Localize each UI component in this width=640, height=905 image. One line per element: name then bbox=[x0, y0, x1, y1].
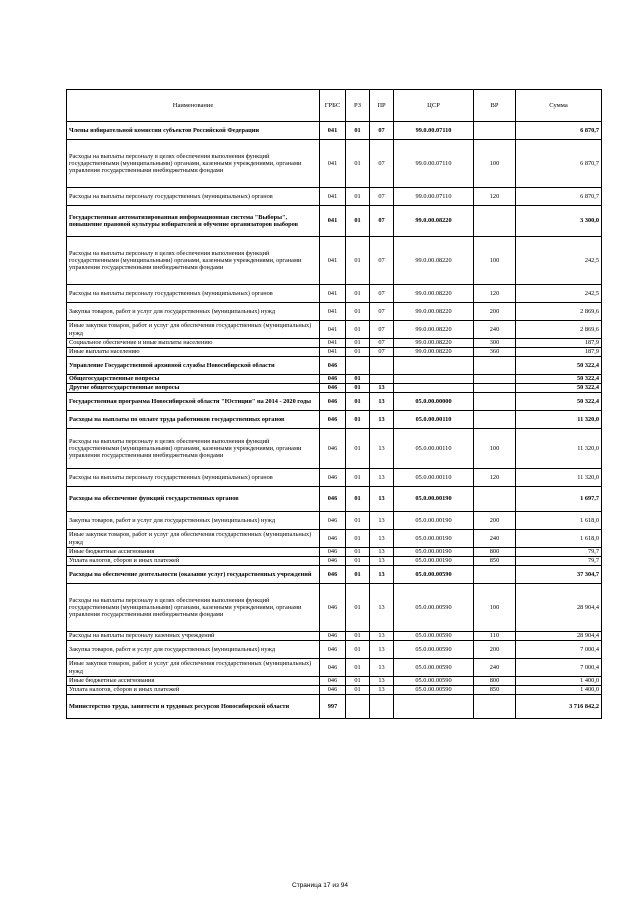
cell-vr bbox=[474, 695, 516, 719]
cell-vr bbox=[474, 206, 516, 237]
cell-csr: 05.0.00.00590 bbox=[394, 677, 474, 686]
cell-rz: 01 bbox=[346, 285, 370, 303]
cell-csr: 99.0.00.07110 bbox=[394, 188, 474, 206]
cell-csr: 99.0.00.07110 bbox=[394, 122, 474, 140]
cell-sum: 7 000,4 bbox=[516, 641, 602, 659]
cell-pr: 07 bbox=[370, 303, 394, 321]
cell-grbs: 046 bbox=[320, 632, 346, 641]
cell-vr: 360 bbox=[474, 348, 516, 357]
cell-vr: 300 bbox=[474, 339, 516, 348]
cell-pr: 13 bbox=[370, 512, 394, 530]
cell-vr: 120 bbox=[474, 188, 516, 206]
cell-grbs: 041 bbox=[320, 285, 346, 303]
cell-sum: 7 000,4 bbox=[516, 659, 602, 677]
cell-grbs: 041 bbox=[320, 206, 346, 237]
cell-vr: 200 bbox=[474, 641, 516, 659]
cell-sum: 79,7 bbox=[516, 557, 602, 566]
cell-grbs: 997 bbox=[320, 695, 346, 719]
cell-pr: 13 bbox=[370, 686, 394, 695]
cell-pr: 13 bbox=[370, 641, 394, 659]
cell-rz: 01 bbox=[346, 339, 370, 348]
cell-pr: 07 bbox=[370, 321, 394, 339]
cell-sum: 1 618,0 bbox=[516, 512, 602, 530]
table-row bbox=[67, 659, 602, 677]
cell-name: Государственная программа Новосибирской области "Юстиция" на 2014 - 2020 годы bbox=[67, 393, 320, 411]
cell-rz: 01 bbox=[346, 677, 370, 686]
cell-csr: 05.0.00.00190 bbox=[394, 487, 474, 512]
cell-pr: 07 bbox=[370, 285, 394, 303]
table-row bbox=[67, 206, 602, 237]
cell-grbs: 046 bbox=[320, 512, 346, 530]
cell-csr bbox=[394, 695, 474, 719]
cell-grbs: 046 bbox=[320, 469, 346, 487]
cell-grbs: 046 bbox=[320, 557, 346, 566]
cell-vr bbox=[474, 357, 516, 375]
cell-vr: 120 bbox=[474, 285, 516, 303]
cell-name: Закупка товаров, работ и услуг для государственных (муниципальных) нужд bbox=[67, 641, 320, 659]
table-row bbox=[67, 557, 602, 566]
cell-name: Расходы на выплаты персоналу государственных (муниципальных) органов bbox=[67, 469, 320, 487]
cell-name: Министерство труда, занятости и трудовых ресурсов Новосибирской области bbox=[67, 695, 320, 719]
cell-grbs: 046 bbox=[320, 659, 346, 677]
page-footer: Страница 17 из 94 bbox=[292, 882, 348, 889]
cell-grbs: 046 bbox=[320, 411, 346, 429]
cell-pr: 07 bbox=[370, 140, 394, 188]
cell-rz: 01 bbox=[346, 122, 370, 140]
cell-pr: 13 bbox=[370, 384, 394, 393]
cell-rz: 01 bbox=[346, 206, 370, 237]
table-row bbox=[67, 695, 602, 719]
cell-sum: 11 320,0 bbox=[516, 429, 602, 469]
table-row bbox=[67, 429, 602, 469]
cell-csr: 99.0.00.08220 bbox=[394, 285, 474, 303]
cell-vr bbox=[474, 487, 516, 512]
cell-csr: 99.0.00.08220 bbox=[394, 237, 474, 285]
cell-vr: 200 bbox=[474, 512, 516, 530]
cell-sum: 50 322,4 bbox=[516, 357, 602, 375]
table-body bbox=[67, 122, 602, 719]
cell-pr: 07 bbox=[370, 237, 394, 285]
table-row bbox=[67, 487, 602, 512]
table-row bbox=[67, 469, 602, 487]
cell-csr: 05.0.00.00190 bbox=[394, 557, 474, 566]
cell-vr bbox=[474, 566, 516, 584]
cell-csr: 05.0.00.00110 bbox=[394, 411, 474, 429]
cell-grbs: 046 bbox=[320, 584, 346, 632]
cell-vr bbox=[474, 375, 516, 384]
col-header-pr: ПР bbox=[370, 90, 394, 122]
cell-pr: 13 bbox=[370, 557, 394, 566]
cell-pr bbox=[370, 357, 394, 375]
cell-csr: 99.0.00.08220 bbox=[394, 348, 474, 357]
cell-sum: 50 322,4 bbox=[516, 384, 602, 393]
cell-pr: 13 bbox=[370, 548, 394, 557]
cell-sum: 3 300,0 bbox=[516, 206, 602, 237]
cell-csr bbox=[394, 384, 474, 393]
cell-sum: 1 400,0 bbox=[516, 677, 602, 686]
cell-csr: 05.0.00.00590 bbox=[394, 584, 474, 632]
table-row bbox=[67, 375, 602, 384]
cell-pr: 13 bbox=[370, 411, 394, 429]
cell-pr: 13 bbox=[370, 659, 394, 677]
cell-grbs: 046 bbox=[320, 566, 346, 584]
table-header-row bbox=[67, 90, 602, 122]
cell-name: Расходы на выплаты персоналу в целях обеспечения выполнения функций государственными (муниципальными) органами, казенными учреждениями, органами управления государственными внебюджетными фондами bbox=[67, 140, 320, 188]
table-row bbox=[67, 512, 602, 530]
cell-pr bbox=[370, 695, 394, 719]
cell-name: Расходы на выплаты персоналу в целях обеспечения выполнения функций государственными (муниципальными) органами, казенными учреждениями, органами управления государственными внебюджетными фондами bbox=[67, 237, 320, 285]
cell-grbs: 046 bbox=[320, 429, 346, 469]
cell-name: Расходы на выплаты персоналу государственных (муниципальных) органов bbox=[67, 285, 320, 303]
cell-rz: 01 bbox=[346, 303, 370, 321]
cell-rz: 01 bbox=[346, 393, 370, 411]
cell-vr: 110 bbox=[474, 632, 516, 641]
cell-rz: 01 bbox=[346, 375, 370, 384]
cell-rz: 01 bbox=[346, 641, 370, 659]
cell-grbs: 046 bbox=[320, 548, 346, 557]
cell-csr: 05.0.00.00590 bbox=[394, 641, 474, 659]
table-row bbox=[67, 321, 602, 339]
cell-rz: 01 bbox=[346, 469, 370, 487]
cell-vr: 100 bbox=[474, 429, 516, 469]
cell-pr: 07 bbox=[370, 348, 394, 357]
cell-pr: 13 bbox=[370, 429, 394, 469]
cell-rz: 01 bbox=[346, 384, 370, 393]
cell-sum: 1 618,0 bbox=[516, 530, 602, 548]
cell-sum: 2 869,6 bbox=[516, 321, 602, 339]
cell-csr: 99.0.00.08220 bbox=[394, 303, 474, 321]
table-row bbox=[67, 188, 602, 206]
table-row bbox=[67, 140, 602, 188]
cell-vr: 240 bbox=[474, 530, 516, 548]
table-row bbox=[67, 584, 602, 632]
cell-name: Другие общегосударственные вопросы bbox=[67, 384, 320, 393]
table-row bbox=[67, 285, 602, 303]
cell-grbs: 041 bbox=[320, 188, 346, 206]
cell-csr: 05.0.00.00190 bbox=[394, 512, 474, 530]
cell-name: Расходы на выплаты персоналу в целях обеспечения выполнения функций государственными (муниципальными) органами, казенными учреждениями, органами управления государственными внебюджетными фондами bbox=[67, 584, 320, 632]
cell-csr: 99.0.00.08220 bbox=[394, 339, 474, 348]
table-row bbox=[67, 348, 602, 357]
cell-pr: 13 bbox=[370, 584, 394, 632]
cell-sum: 6 870,7 bbox=[516, 188, 602, 206]
cell-pr: 07 bbox=[370, 339, 394, 348]
cell-grbs: 041 bbox=[320, 122, 346, 140]
cell-pr: 13 bbox=[370, 393, 394, 411]
table-row bbox=[67, 530, 602, 548]
cell-vr: 800 bbox=[474, 677, 516, 686]
cell-rz: 01 bbox=[346, 530, 370, 548]
cell-vr: 240 bbox=[474, 321, 516, 339]
cell-name: Расходы на выплаты персоналу государственных (муниципальных) органов bbox=[67, 188, 320, 206]
cell-grbs: 041 bbox=[320, 348, 346, 357]
cell-name: Государственная автоматизированная информационная система "Выборы", повышение правовой культуры избирателей и обучение организаторов выборов bbox=[67, 206, 320, 237]
table-row bbox=[67, 632, 602, 641]
cell-sum: 50 322,4 bbox=[516, 393, 602, 411]
table-row bbox=[67, 411, 602, 429]
cell-grbs: 041 bbox=[320, 339, 346, 348]
table-row bbox=[67, 339, 602, 348]
cell-name: Иные бюджетные ассигнования bbox=[67, 548, 320, 557]
col-header-rz: РЗ bbox=[346, 90, 370, 122]
cell-pr: 13 bbox=[370, 530, 394, 548]
cell-grbs: 046 bbox=[320, 393, 346, 411]
cell-name: Уплата налогов, сборов и иных платежей bbox=[67, 686, 320, 695]
cell-sum: 79,7 bbox=[516, 548, 602, 557]
cell-vr bbox=[474, 411, 516, 429]
cell-sum: 11 320,0 bbox=[516, 411, 602, 429]
cell-vr: 100 bbox=[474, 140, 516, 188]
cell-pr: 13 bbox=[370, 632, 394, 641]
cell-vr bbox=[474, 393, 516, 411]
cell-grbs: 046 bbox=[320, 641, 346, 659]
cell-name: Закупка товаров, работ и услуг для государственных (муниципальных) нужд bbox=[67, 512, 320, 530]
col-header-vr: ВР bbox=[474, 90, 516, 122]
cell-rz: 01 bbox=[346, 632, 370, 641]
cell-vr: 800 bbox=[474, 548, 516, 557]
table-row bbox=[67, 237, 602, 285]
cell-sum: 6 870,7 bbox=[516, 140, 602, 188]
cell-name: Расходы на выплаты персоналу в целях обеспечения выполнения функций государственными (муниципальными) органами, казенными учреждениями, органами управления государственными внебюджетными фондами bbox=[67, 429, 320, 469]
cell-csr: 99.0.00.08220 bbox=[394, 206, 474, 237]
cell-name: Общегосударственные вопросы bbox=[67, 375, 320, 384]
cell-sum: 1 400,0 bbox=[516, 686, 602, 695]
table-row bbox=[67, 357, 602, 375]
table-row bbox=[67, 548, 602, 557]
budget-table bbox=[66, 89, 602, 719]
cell-name: Закупка товаров, работ и услуг для государственных (муниципальных) нужд bbox=[67, 303, 320, 321]
cell-rz: 01 bbox=[346, 557, 370, 566]
cell-sum: 187,9 bbox=[516, 339, 602, 348]
cell-rz: 01 bbox=[346, 686, 370, 695]
cell-vr bbox=[474, 384, 516, 393]
table-row bbox=[67, 303, 602, 321]
cell-csr: 05.0.00.00110 bbox=[394, 429, 474, 469]
table-row bbox=[67, 677, 602, 686]
cell-name: Расходы на обеспечение функций государственных органов bbox=[67, 487, 320, 512]
cell-grbs: 046 bbox=[320, 357, 346, 375]
cell-csr: 05.0.00.00590 bbox=[394, 686, 474, 695]
cell-grbs: 041 bbox=[320, 237, 346, 285]
cell-csr: 05.0.00.00590 bbox=[394, 659, 474, 677]
cell-csr: 05.0.00.00110 bbox=[394, 469, 474, 487]
cell-name: Расходы на обеспечение деятельности (оказание услуг) государственных учреждений bbox=[67, 566, 320, 584]
col-header-name: Наименование bbox=[67, 90, 320, 122]
cell-grbs: 041 bbox=[320, 140, 346, 188]
cell-rz: 01 bbox=[346, 512, 370, 530]
cell-pr: 07 bbox=[370, 188, 394, 206]
cell-rz: 01 bbox=[346, 584, 370, 632]
cell-pr: 13 bbox=[370, 469, 394, 487]
cell-rz: 01 bbox=[346, 429, 370, 469]
cell-grbs: 046 bbox=[320, 384, 346, 393]
cell-vr bbox=[474, 122, 516, 140]
cell-grbs: 046 bbox=[320, 677, 346, 686]
cell-vr: 850 bbox=[474, 557, 516, 566]
cell-name: Управление Государственной архивной службы Новосибирской области bbox=[67, 357, 320, 375]
cell-rz: 01 bbox=[346, 659, 370, 677]
cell-vr: 850 bbox=[474, 686, 516, 695]
cell-rz: 01 bbox=[346, 188, 370, 206]
cell-rz: 01 bbox=[346, 237, 370, 285]
cell-csr: 05.0.00.00590 bbox=[394, 632, 474, 641]
cell-vr: 100 bbox=[474, 584, 516, 632]
cell-rz bbox=[346, 695, 370, 719]
cell-sum: 3 716 842,2 bbox=[516, 695, 602, 719]
cell-pr: 07 bbox=[370, 206, 394, 237]
cell-sum: 1 697,7 bbox=[516, 487, 602, 512]
cell-sum: 2 869,6 bbox=[516, 303, 602, 321]
cell-rz: 01 bbox=[346, 348, 370, 357]
cell-name: Уплата налогов, сборов и иных платежей bbox=[67, 557, 320, 566]
cell-grbs: 041 bbox=[320, 303, 346, 321]
cell-sum: 37 304,7 bbox=[516, 566, 602, 584]
cell-sum: 50 322,4 bbox=[516, 375, 602, 384]
cell-csr: 99.0.00.08220 bbox=[394, 321, 474, 339]
cell-csr: 05.0.00.00190 bbox=[394, 530, 474, 548]
cell-pr: 13 bbox=[370, 566, 394, 584]
cell-grbs: 046 bbox=[320, 686, 346, 695]
cell-rz bbox=[346, 357, 370, 375]
cell-grbs: 046 bbox=[320, 530, 346, 548]
cell-rz: 01 bbox=[346, 566, 370, 584]
cell-name: Расходы на выплаты персоналу казенных учреждений bbox=[67, 632, 320, 641]
col-header-grbs: ГРБС bbox=[320, 90, 346, 122]
cell-sum: 242,5 bbox=[516, 285, 602, 303]
cell-vr: 200 bbox=[474, 303, 516, 321]
cell-csr: 05.0.00.00590 bbox=[394, 566, 474, 584]
cell-name: Иные выплаты населению bbox=[67, 348, 320, 357]
cell-csr bbox=[394, 357, 474, 375]
cell-name: Иные бюджетные ассигнования bbox=[67, 677, 320, 686]
cell-sum: 242,5 bbox=[516, 237, 602, 285]
cell-pr: 07 bbox=[370, 122, 394, 140]
cell-rz: 01 bbox=[346, 411, 370, 429]
cell-rz: 01 bbox=[346, 548, 370, 557]
cell-name: Социальное обеспечение и иные выплаты населению bbox=[67, 339, 320, 348]
table-row bbox=[67, 641, 602, 659]
cell-csr bbox=[394, 375, 474, 384]
cell-grbs: 041 bbox=[320, 321, 346, 339]
cell-sum: 28 904,4 bbox=[516, 632, 602, 641]
table-row bbox=[67, 393, 602, 411]
cell-pr bbox=[370, 375, 394, 384]
cell-grbs: 046 bbox=[320, 375, 346, 384]
cell-name: Расходы на выплаты по оплате труда работников государственных органов bbox=[67, 411, 320, 429]
cell-csr: 05.0.00.00190 bbox=[394, 548, 474, 557]
cell-vr: 100 bbox=[474, 237, 516, 285]
cell-name: Иные закупки товаров, работ и услуг для обеспечения государственных (муниципальных) нужд bbox=[67, 321, 320, 339]
cell-rz: 01 bbox=[346, 140, 370, 188]
cell-sum: 6 870,7 bbox=[516, 122, 602, 140]
table-row bbox=[67, 122, 602, 140]
table-row bbox=[67, 384, 602, 393]
cell-vr: 120 bbox=[474, 469, 516, 487]
cell-rz: 01 bbox=[346, 487, 370, 512]
col-header-sum: Сумма bbox=[516, 90, 602, 122]
cell-csr: 05.0.00.00000 bbox=[394, 393, 474, 411]
cell-vr: 240 bbox=[474, 659, 516, 677]
table-row bbox=[67, 686, 602, 695]
cell-pr: 13 bbox=[370, 677, 394, 686]
cell-sum: 28 904,4 bbox=[516, 584, 602, 632]
cell-name: Иные закупки товаров, работ и услуг для обеспечения государственных (муниципальных) нужд bbox=[67, 530, 320, 548]
table-row bbox=[67, 566, 602, 584]
cell-name: Члены избирательной комиссии субъектов Российской Федерации bbox=[67, 122, 320, 140]
cell-grbs: 046 bbox=[320, 487, 346, 512]
cell-sum: 187,9 bbox=[516, 348, 602, 357]
cell-pr: 13 bbox=[370, 487, 394, 512]
cell-rz: 01 bbox=[346, 321, 370, 339]
cell-name: Иные закупки товаров, работ и услуг для обеспечения государственных (муниципальных) нужд bbox=[67, 659, 320, 677]
cell-csr: 99.0.00.07110 bbox=[394, 140, 474, 188]
cell-sum: 11 320,0 bbox=[516, 469, 602, 487]
col-header-csr: ЦСР bbox=[394, 90, 474, 122]
